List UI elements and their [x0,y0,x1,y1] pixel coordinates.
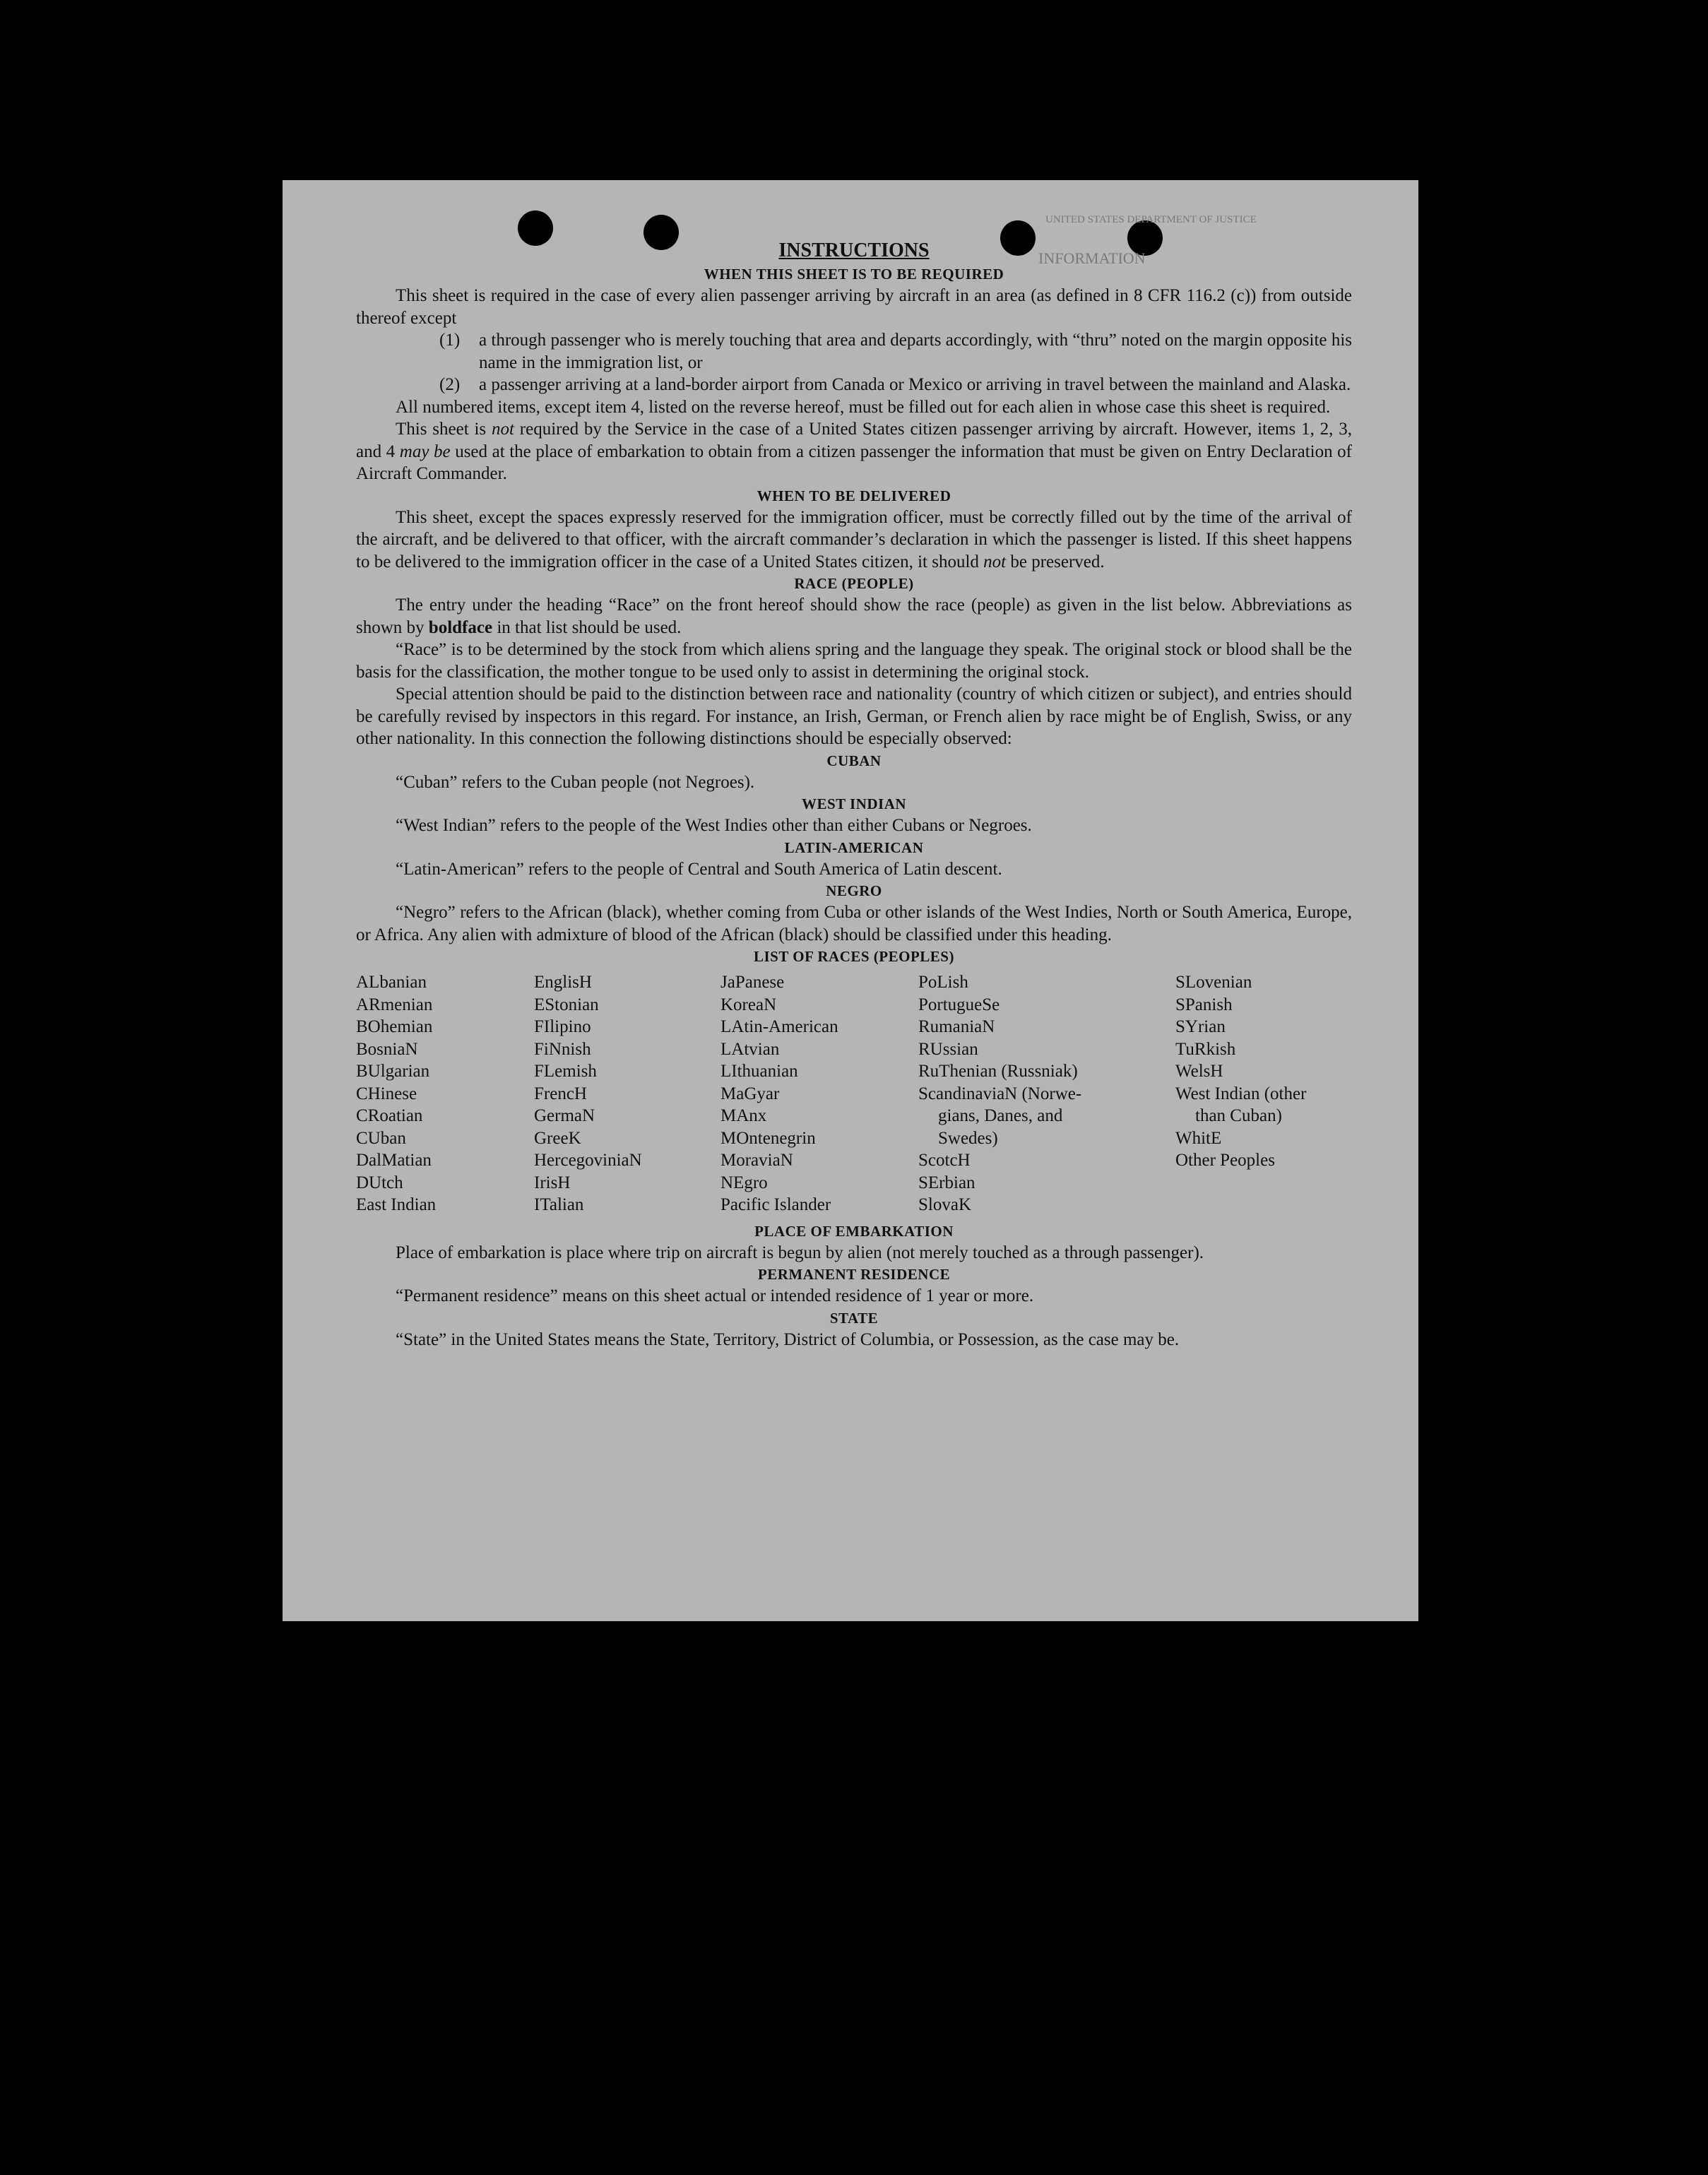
emphasis-not: not [983,552,1007,571]
list-item: BUlgarian [356,1062,430,1081]
list-item: BosniaN [356,1039,418,1059]
races-column [356,971,534,1216]
list-item: MaGyar [720,1084,780,1103]
list-item: ALbanian [356,973,427,992]
section-heading: RACE (PEOPLE) [794,575,914,592]
paragraph: “Latin-American” refers to the people of Central and South America of Latin descent. [396,859,1002,879]
list-item: DUtch [356,1173,403,1192]
list-item: LAtvian [720,1039,780,1059]
list-item: MOntenegrin [720,1128,816,1148]
list-item [439,374,1352,396]
emphasis-not: not [492,420,514,439]
text-run: be preserved. [1006,552,1105,571]
list-item: gians, Danes, and [938,1106,1063,1125]
list-item: IrisH [534,1173,571,1192]
list-item [439,329,1352,374]
section-heading: PERMANENT RESIDENCE [757,1266,951,1283]
paragraph: Place of embarkation is place where trip on aircraft is begun by alien (not merely touched as a through passenger). [396,1243,1204,1262]
list-item: FrencH [534,1084,587,1103]
races-column [1175,971,1352,1216]
list-item: RumaniaN [918,1017,995,1036]
paragraph: “Cuban” refers to the Cuban people (not Negroes). [396,772,755,792]
list-item: ScotcH [918,1151,971,1170]
list-item: EnglisH [534,973,592,992]
section-heading: NEGRO [826,882,882,899]
paragraph [356,594,1352,639]
list-item: SYrian [1175,1017,1226,1036]
list-item: than Cuban) [1195,1106,1282,1125]
list-item: RuThenian (Russniak) [918,1062,1078,1081]
paragraph [356,506,1352,574]
text-run: This sheet, except the spaces expressly reserved for the immigration officer, must be correctly filled out by the time of the arrival of the aircraft, and be delivered to that officer, with the aircraft commander’s declaration in which the passenger is listed. If this sheet happens to be delivered to the immigration officer in the case of a United States citizen, it should [356,507,1352,571]
list-item: CUban [356,1128,406,1148]
section-heading: WHEN TO BE DELIVERED [757,487,951,504]
text-run: used at the place of embarkation to obtain from a citizen passenger the information that must be given on Entry Declaration of Aircraft Commander. [356,441,1352,483]
text-run: This sheet is [396,420,492,439]
list-item: PoLish [918,973,968,992]
paragraph: This sheet is required in the case of every alien passenger arriving by aircraft in an area (as defined in 8 CFR 116.2 (c)) from outside thereof except [356,286,1352,328]
paragraph: “State” in the United States means the State, Territory, District of Columbia, or Possession, as the case may be. [396,1329,1180,1349]
section-heading: CUBAN [826,752,882,769]
text-run: in that list should be used. [492,617,682,637]
list-item: LAtin-American [720,1017,838,1036]
list-item: GreeK [534,1128,581,1148]
list-item: SlovaK [918,1195,971,1214]
list-item: LIthuanian [720,1062,798,1081]
section-heading: STATE [829,1309,879,1327]
list-item: MAnx [720,1106,767,1125]
list-item: RUssian [918,1039,978,1059]
list-item: FiNnish [534,1039,591,1059]
list-item: West Indian (other [1175,1084,1307,1103]
paragraph: “Negro” refers to the African (black), whether coming from Cuba or other islands of the West Indies, North or South America, Europe, or Africa. Any alien with admixture of blood of the African (black) should be classified under this heading. [356,903,1352,944]
list-item: FIlipino [534,1017,591,1036]
document-sheet [283,180,1418,1621]
list-item: ScandinaviaN (Norwe- [918,1084,1082,1103]
races-list [356,971,1352,1216]
item-text: a through passenger who is merely touching that area and departs accordingly, with “thru” noted on the margin opposite his name in the immigration list, or [479,331,1352,372]
paragraph [356,418,1352,485]
list-item: Other Peoples [1175,1151,1275,1170]
list-item: DalMatian [356,1151,432,1170]
item-text: a passenger arriving at a land-border airport from Canada or Mexico or arriving in travel between the mainland and Alaska. [479,375,1351,394]
emphasis-may-be: may be [399,441,451,461]
instructions-content [356,238,1352,1351]
list-item: Pacific Islander [720,1195,831,1214]
list-item: WelsH [1175,1062,1223,1081]
races-column [720,971,918,1216]
section-heading: LATIN-AMERICAN [784,838,924,856]
list-item: SErbian [918,1173,975,1192]
list-item: Swedes) [938,1128,998,1148]
item-number: (1) [439,331,461,350]
paragraph: All numbered items, except item 4, listed on the reverse hereof, must be filled out for each alien in whose case this sheet is required. [396,397,1331,417]
list-item: EStonian [534,995,599,1014]
section-heading: PLACE OF EMBARKATION [754,1222,954,1240]
list-item: SLovenian [1175,973,1252,992]
section-heading: WHEN THIS SHEET IS TO BE REQUIRED [704,266,1004,283]
bleed-through-header: INFORMATION [1038,249,1146,267]
item-number: (2) [439,375,461,394]
paragraph: Special attention should be paid to the distinction between race and nationality (country of which citizen or subject), and entries should be carefully revised by inspectors in this regard. For instance, an Irish, German, or French alien by race might be of English, Swiss, or any other nationality. In this connection the following distinctions should be especially observed: [356,684,1352,748]
paragraph: “West Indian” refers to the people of the West Indies other than either Cubans or Negroes. [396,816,1032,835]
list-item: FLemish [534,1062,597,1081]
list-item: TuRkish [1175,1039,1236,1059]
page-title: INSTRUCTIONS [778,239,930,261]
list-item: JaPanese [720,973,785,992]
section-heading: WEST INDIAN [801,795,907,812]
races-column [534,971,720,1216]
list-item: WhitE [1175,1128,1222,1148]
section-heading: LIST OF RACES (PEOPLES) [754,948,954,965]
list-item: ITalian [534,1195,584,1214]
text-run: The entry under the heading “Race” on the front hereof should show the race (people) as given in the list below. Abbreviations as shown by [356,595,1352,637]
paragraph: “Permanent residence” means on this sheet actual or intended residence of 1 year or more. [396,1286,1034,1305]
paragraph: “Race” is to be determined by the stock from which aliens spring and the language they speak. The original stock or blood shall be the basis for the classification, the mother tongue to be used only to assist in determining the original stock. [356,640,1352,682]
bleed-through-header: UNITED STATES DEPARTMENT OF JUSTICE [1045,214,1257,225]
list-item: NEgro [720,1173,768,1192]
list-item: CHinese [356,1084,417,1103]
list-item: East Indian [356,1195,437,1214]
bold-word: boldface [428,617,493,637]
list-item: HercegoviniaN [534,1151,642,1170]
list-item: PortugueSe [918,995,1000,1014]
text-run: required by the Service in the case of a United States citizen passenger arriving by aircraft. However, items 1, 2, 3, and 4 [356,420,1352,461]
list-item: MoraviaN [720,1151,793,1170]
list-item: KoreaN [720,995,777,1014]
list-item: GermaN [534,1106,595,1125]
list-item: ARmenian [356,995,433,1014]
list-item: BOhemian [356,1017,433,1036]
list-item: CRoatian [356,1106,423,1125]
list-item: SPanish [1175,995,1233,1014]
races-column [918,971,1175,1216]
